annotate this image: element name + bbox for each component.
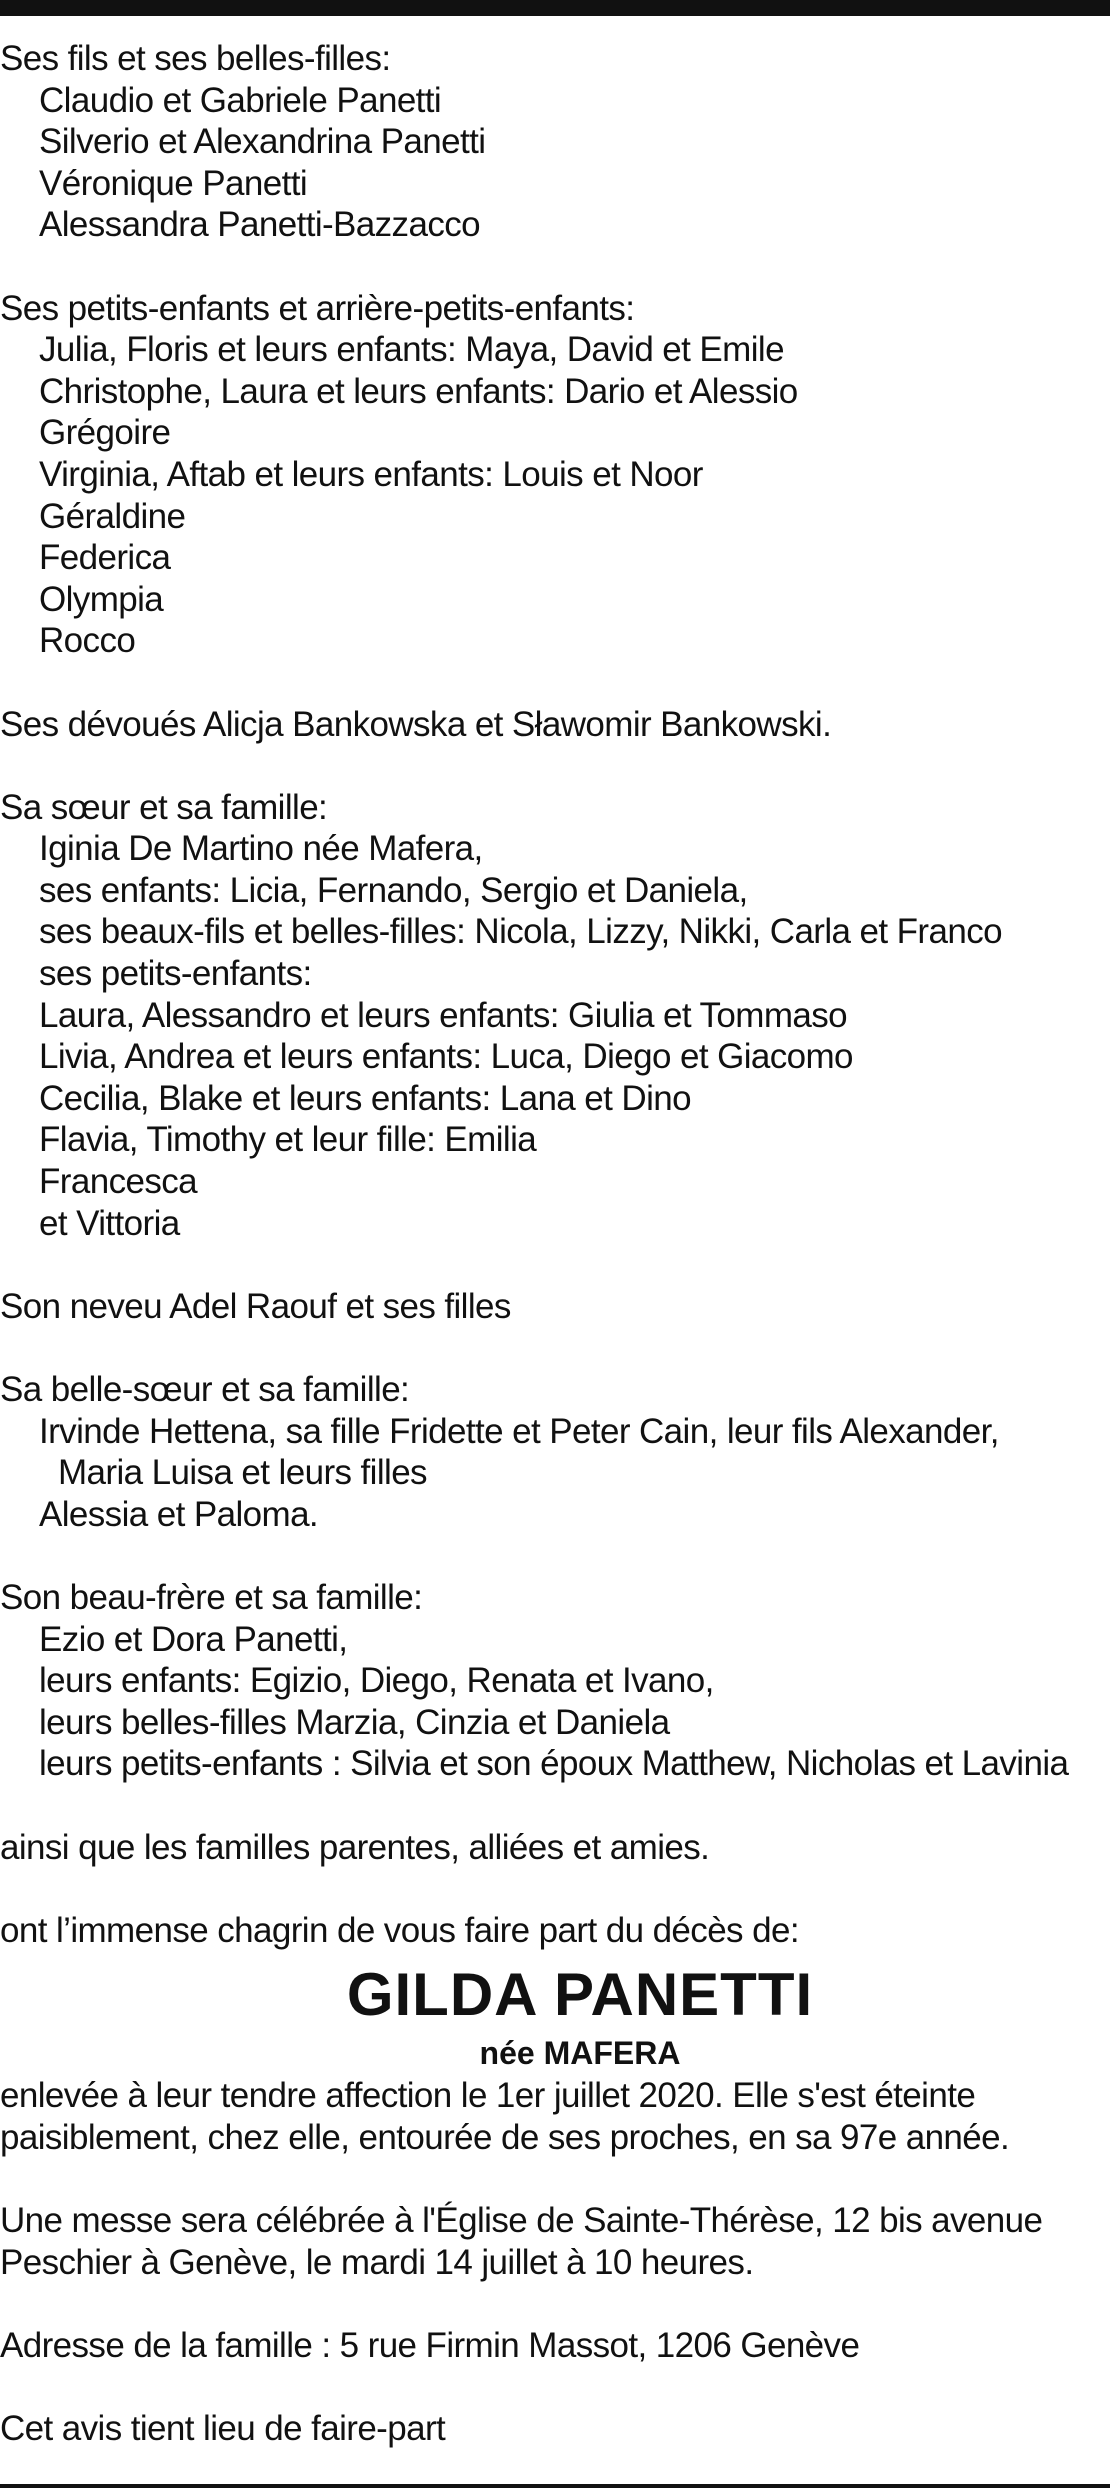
- spacer: [0, 1868, 1100, 1910]
- family-member: Grégoire: [39, 413, 171, 453]
- family-member: Federica: [39, 538, 171, 578]
- family-member: Irvinde Hettena, sa fille Fridette et Peter Cain, leur fils Alexander,: [39, 1411, 999, 1451]
- family-address: Adresse de la famille : 5 rue Firmin Massot, 1206 Genève: [0, 2325, 860, 2365]
- family-member: Silverio et Alexandrina Panetti: [39, 122, 486, 162]
- spacer: [0, 1785, 1100, 1827]
- family-member: Virginia, Aftab et leurs enfants: Louis et Noor: [39, 454, 703, 494]
- section-heading: Sa sœur et sa famille:: [0, 787, 328, 827]
- spacer: [0, 2366, 1100, 2408]
- family-member: et Vittoria: [39, 1203, 180, 1243]
- bottom-rule: [0, 2484, 1110, 2488]
- section-heading: Ses fils et ses belles-filles:: [0, 39, 391, 78]
- family-member: Alessia et Paloma.: [39, 1494, 319, 1534]
- top-rule: [0, 0, 1110, 16]
- family-member: Francesca: [39, 1162, 197, 1202]
- section-heading: Sa belle-sœur et sa famille:: [0, 1370, 410, 1409]
- sons-section: [0, 38, 1100, 246]
- family-member: Julia, Floris et leurs enfants: Maya, David et Emile: [39, 330, 784, 370]
- family-member: leurs enfants: Egizio, Diego, Renata et Ivano,: [39, 1661, 714, 1701]
- family-member: Maria Luisa et leurs filles: [58, 1453, 427, 1493]
- announcement-line: ont l’immense chagrin de vous faire part du décès de:: [0, 1910, 799, 1950]
- spacer: [0, 745, 1100, 787]
- sister-in-law-section: [0, 1369, 1100, 1535]
- deceased-name: GILDA PANETTI: [346, 1961, 814, 2029]
- spacer: [0, 246, 1100, 288]
- family-member: ses petits-enfants:: [39, 954, 312, 994]
- sister-section: [0, 787, 1100, 1245]
- spacer: [0, 662, 1100, 704]
- passing-text: enlevée à leur tendre affection le 1er juillet 2020. Elle s'est éteinte: [0, 2076, 976, 2116]
- spacer: [0, 2283, 1100, 2325]
- section-heading: Ses petits-enfants et arrière-petits-enfants:: [0, 288, 635, 328]
- family-member: Ezio et Dora Panetti,: [39, 1619, 348, 1659]
- family-member: Alessandra Panetti-Bazzacco: [39, 205, 480, 245]
- family-member: Véronique Panetti: [39, 163, 308, 203]
- spacer: [0, 2159, 1100, 2201]
- family-member: Livia, Andrea et leurs enfants: Luca, Diego et Giacomo: [39, 1037, 853, 1077]
- grandchildren-section: [0, 288, 1100, 662]
- family-member: Géraldine: [39, 496, 186, 536]
- family-member: Flavia, Timothy et leur fille: Emilia: [39, 1120, 537, 1160]
- families-line: ainsi que les familles parentes, alliées et amies.: [0, 1827, 710, 1867]
- mass-text: Peschier à Genève, le mardi 14 juillet à 10 heures.: [0, 2242, 754, 2282]
- spacer: [0, 1535, 1100, 1577]
- family-member: Laura, Alessandro et leurs enfants: Giulia et Tommaso: [39, 995, 848, 1035]
- spacer: [0, 1327, 1100, 1369]
- maiden-name: née MAFERA: [479, 2035, 681, 2072]
- passing-text: paisiblement, chez elle, entourée de ses proches, en sa 97e année.: [0, 2117, 1010, 2157]
- devoted-line: Ses dévoués Alicja Bankowska et Sławomir Bankowski.: [0, 704, 832, 744]
- family-member: Iginia De Martino née Mafera,: [39, 829, 483, 869]
- family-member: leurs belles-filles Marzia, Cinzia et Daniela: [39, 1702, 670, 1742]
- closing-line: Cet avis tient lieu de faire-part: [0, 2409, 446, 2449]
- family-member: Cecilia, Blake et leurs enfants: Lana et Dino: [39, 1078, 691, 1118]
- mass-text: Une messe sera célébrée à l'Église de Sainte-Thérèse, 12 bis avenue: [0, 2201, 1043, 2241]
- section-heading: Son beau-frère et sa famille:: [0, 1577, 423, 1617]
- family-member: leurs petits-enfants : Silvia et son époux Matthew, Nicholas et Lavinia: [39, 1744, 1069, 1784]
- family-member: Claudio et Gabriele Panetti: [39, 80, 442, 120]
- nephew-line: Son neveu Adel Raouf et ses filles: [0, 1286, 511, 1326]
- family-member: Christophe, Laura et leurs enfants: Dario et Alessio: [39, 371, 798, 411]
- family-member: ses enfants: Licia, Fernando, Sergio et Daniela,: [39, 870, 748, 910]
- obituary-notice: [0, 38, 1100, 2450]
- family-member: Rocco: [39, 621, 136, 661]
- brother-in-law-section: [0, 1577, 1100, 1785]
- family-member: Olympia: [39, 579, 164, 619]
- spacer: [0, 1244, 1100, 1286]
- family-member: ses beaux-fils et belles-filles: Nicola, Lizzy, Nikki, Carla et Franco: [39, 912, 1002, 952]
